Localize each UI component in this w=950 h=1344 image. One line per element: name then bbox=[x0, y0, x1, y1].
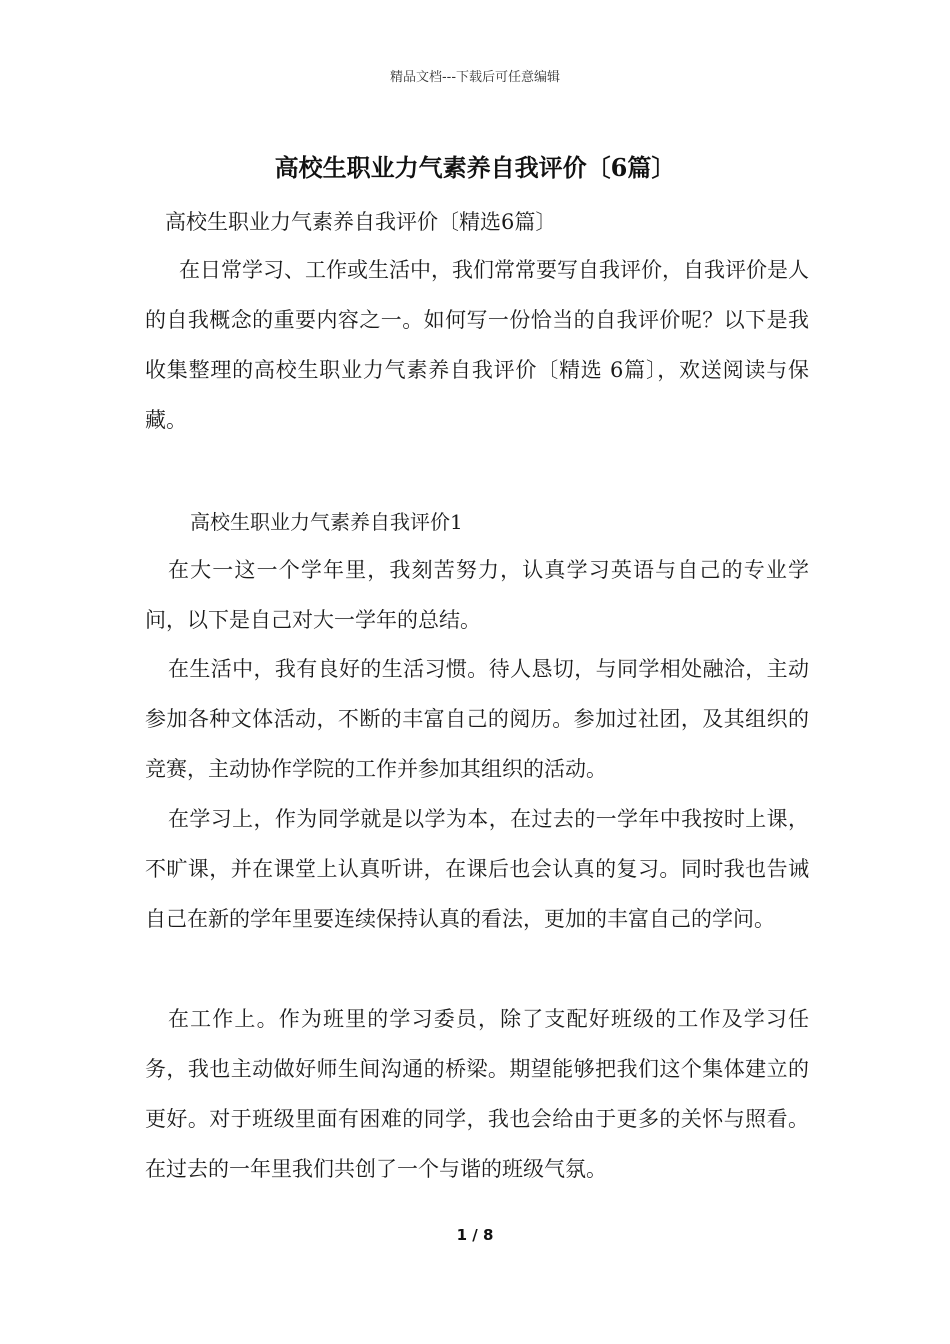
intro-text: 在日常学习、工作或生活中，我们常常要写自我评价，自我评价是人的自我概念的重要内容之一。如何写一份恰当的自我评价呢？以下是我收集整理的高校生职业力气素养自我评价〔精选 6篇〕，欢送阅读与保藏。 bbox=[145, 258, 809, 432]
document-title: 高校生职业力气素养自我评价〔6篇〕 bbox=[274, 153, 676, 182]
page-number: 1 / 8 bbox=[456, 1226, 494, 1244]
header-note: 精品文档---下载后可任意编辑 bbox=[389, 70, 561, 85]
paragraph-text: 在生活中，我有良好的生活习惯。待人恳切，与同学相处融洽，主动参加各种文体活动，不断的丰富自己的阅历。参加过社团，及其组织的竞赛，主动协作学院的工作并参加其组织的活动。 bbox=[145, 657, 809, 781]
paragraph bbox=[145, 545, 809, 645]
paragraph-text: 在学习上，作为同学就是以学为本，在过去的一学年中我按时上课，不旷课，并在课堂上认真听讲，在课后也会认真的复习。同时我也告诫自己在新的学年里要连续保持认真的看法，更加的丰富自己的学问。 bbox=[145, 807, 809, 931]
document-subtitle: 高校生职业力气素养自我评价〔精选6篇〕 bbox=[165, 210, 557, 234]
paragraph-text: 在大一这一个学年里，我刻苦努力，认真学习英语与自己的专业学问，以下是自己对大一学年的总结。 bbox=[145, 558, 809, 632]
paragraph bbox=[145, 794, 809, 944]
paragraph bbox=[145, 644, 809, 794]
intro-paragraph bbox=[145, 245, 809, 445]
paragraph-text: 在工作上。作为班里的学习委员，除了支配好班级的工作及学习任务，我也主动做好师生间沟通的桥梁。期望能够把我们这个集体建立的更好。对于班级里面有困难的同学，我也会给由于更多的关怀与照看。在过去的一年里我们共创了一个与谐的班级气氛。 bbox=[145, 1007, 809, 1181]
paragraph bbox=[145, 994, 809, 1194]
section-heading: 高校生职业力气素养自我评价1 bbox=[190, 510, 463, 534]
